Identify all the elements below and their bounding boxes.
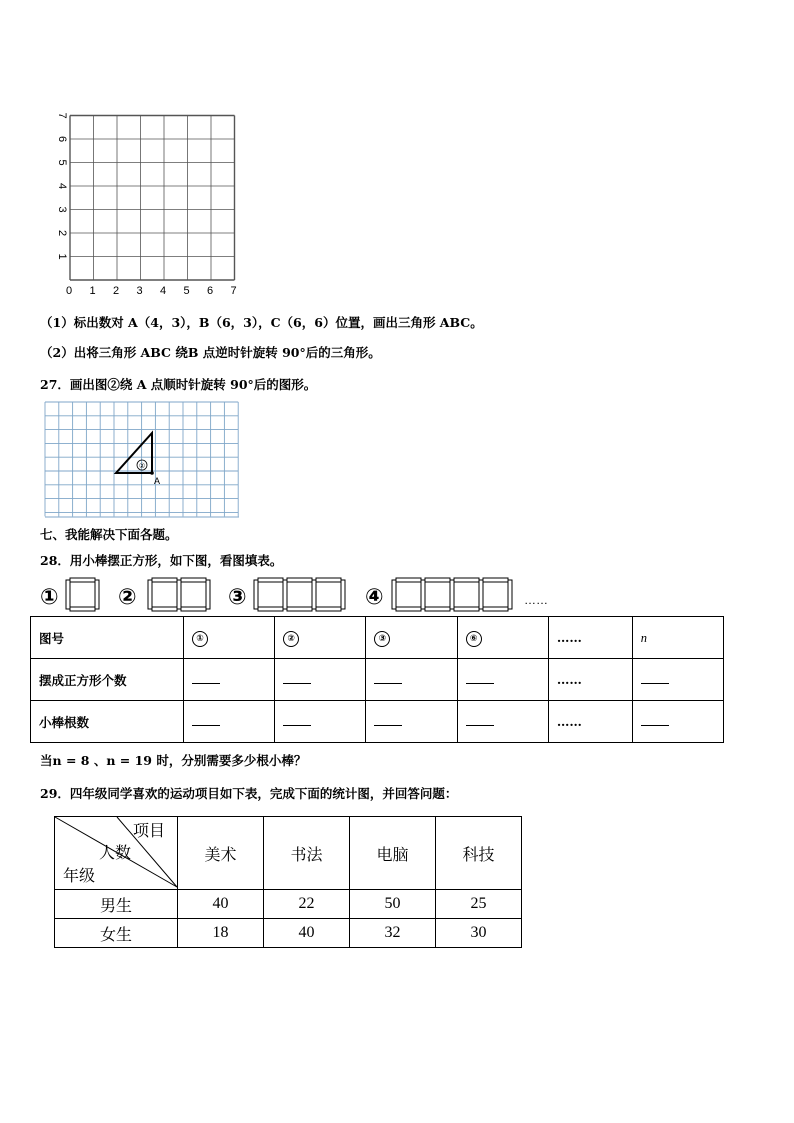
row-label: 男生 (55, 890, 178, 919)
answer-blank[interactable] (632, 701, 723, 743)
column-header: 美术 (178, 817, 264, 890)
row-label: 女生 (55, 919, 178, 948)
x-tick-label: 2 (113, 285, 120, 297)
y-tick-label: 7 (56, 112, 68, 119)
blue-grid-lines (45, 402, 239, 517)
point-a-label: A (154, 476, 161, 486)
table-cell: 18 (178, 919, 264, 948)
figure-label-4: ④ (365, 584, 384, 609)
point-a (150, 471, 154, 475)
corner-label-grade: 年级 (63, 868, 96, 885)
answer-blank[interactable] (366, 659, 457, 701)
y-tick-label: 6 (56, 136, 68, 143)
y-tick-label: 3 (56, 206, 68, 213)
figure-label-1: ① (40, 584, 59, 609)
q28-table (30, 616, 724, 743)
row-header-stick-count: 小棒根数 (31, 701, 184, 743)
header-cell: ③ (366, 617, 457, 659)
answer-blank[interactable] (275, 701, 366, 743)
q26-part1: （1）标出数对 A（4，3），B（6，3），C（6，6）位置，画出三角形 ABC。 (40, 315, 483, 330)
q27-text: 27．画出图②绕 A 点顺时针旋转 90°后的图形。 (40, 377, 317, 392)
x-tick-label: 7 (230, 285, 237, 297)
table-row (55, 919, 522, 948)
stick-squares-figure (38, 574, 568, 616)
y-tick-label: 2 (56, 230, 68, 237)
coordinate-grid (50, 100, 250, 297)
header-cell: ① (184, 617, 275, 659)
answer-blank[interactable] (457, 659, 548, 701)
table-cell: 32 (350, 919, 436, 948)
x-tick-label: 6 (207, 285, 214, 297)
figure-ellipsis: …… (524, 593, 548, 607)
y-tick-label: 5 (56, 159, 68, 166)
figure-label-2: ② (118, 584, 137, 609)
column-header: 电脑 (350, 817, 436, 890)
header-cell: ② (275, 617, 366, 659)
header-cell-ellipsis: …… (548, 617, 632, 659)
corner-label-count: 人数 (99, 845, 132, 862)
x-tick-label: 3 (136, 285, 143, 297)
column-header: 书法 (264, 817, 350, 890)
section-7-title: 七、我能解决下面各题。 (40, 527, 178, 542)
x-tick-label: 5 (183, 285, 190, 297)
y-axis-tick-labels (56, 113, 68, 260)
figure-label-3: ③ (228, 584, 247, 609)
table-row (31, 617, 724, 659)
x-axis-tick-labels (66, 285, 237, 297)
grid-lines (70, 116, 235, 281)
answer-blank[interactable] (632, 659, 723, 701)
answer-blank[interactable] (184, 701, 275, 743)
q27-grid-figure (44, 401, 242, 519)
row-header-figure-no: 图号 (31, 617, 184, 659)
cell-ellipsis: …… (548, 659, 632, 701)
table-cell: 40 (178, 890, 264, 919)
y-tick-label: 1 (56, 253, 68, 260)
table-cell: 22 (264, 890, 350, 919)
answer-blank[interactable] (184, 659, 275, 701)
q28-question: 当n = 8 、n = 19 时，分别需要多少根小棒？ (40, 753, 307, 768)
table-cell: 50 (350, 890, 436, 919)
row-header-square-count: 摆成正方形个数 (31, 659, 184, 701)
table-cell: 30 (436, 919, 522, 948)
header-cell: ⑥ (457, 617, 548, 659)
table-cell: 25 (436, 890, 522, 919)
diagonal-corner-cell (55, 817, 178, 890)
x-tick-label: 4 (160, 285, 167, 297)
answer-blank[interactable] (275, 659, 366, 701)
table-header-row (55, 817, 522, 890)
header-cell-n: n (632, 617, 723, 659)
cell-ellipsis: …… (548, 701, 632, 743)
table-row (31, 659, 724, 701)
x-tick-label: 0 (66, 285, 73, 297)
y-tick-label: 4 (56, 183, 68, 190)
shape-label: ② (138, 463, 146, 470)
x-tick-label: 1 (89, 285, 96, 297)
q28-text: 28．用小棒摆正方形，如下图，看图填表。 (40, 553, 283, 568)
table-row (55, 890, 522, 919)
answer-blank[interactable] (457, 701, 548, 743)
table-row (31, 701, 724, 743)
corner-label-item: 项目 (133, 823, 166, 840)
table-cell: 40 (264, 919, 350, 948)
q26-part2: （2）出将三角形 ABC 绕B 点逆时针旋转 90°后的三角形。 (40, 345, 381, 360)
answer-blank[interactable] (366, 701, 457, 743)
q29-table (54, 816, 522, 948)
column-header: 科技 (436, 817, 522, 890)
q29-text: 29．四年级同学喜欢的运动项目如下表，完成下面的统计图，并回答问题： (40, 786, 458, 801)
